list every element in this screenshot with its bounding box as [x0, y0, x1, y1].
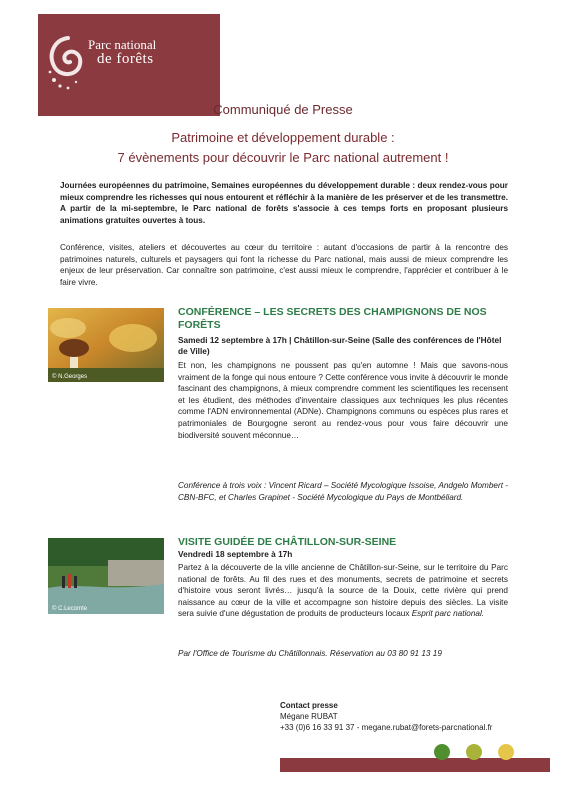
contact-title: Contact presse [280, 701, 338, 710]
event1-title: CONFÉRENCE – LES SECRETS DES CHAMPIGNONS DE NOS FORÊTS [178, 306, 487, 331]
logo-line2: de forêts [97, 51, 154, 67]
green-dot-icon [434, 744, 450, 760]
intro-paragraph-1: Journées européennes du patrimoine, Semaines européennes du développement durable : deux rendez-vous pour mieux comprendre les richesses qui nous entourent et réfléchir à la manière de les préserver et de les transmettre. A partir de la mi-septembre, le Parc national de forêts s'associe à ces temps forts en proposant plusieurs animations gratuites ouvertes à tous. [60, 181, 508, 225]
logo-wordmark [88, 38, 156, 66]
footer-bar [280, 758, 550, 772]
contact-name: Mégane RUBAT [280, 712, 338, 721]
title-line2: 7 évènements pour découvrir le Parc national autrement ! [117, 150, 449, 165]
event2-date: Vendredi 18 septembre à 17h [178, 549, 293, 559]
event2-organizer: Par l'Office de Tourisme du Châtillonnais. Réservation au 03 80 91 13 19 [178, 649, 442, 658]
event1-date: Samedi 12 septembre à 17h | Châtillon-sur-Seine (Salle des conférences de l'Hôtel de Ville) [178, 335, 502, 356]
park-logo [38, 14, 220, 116]
river-town-photo [48, 538, 164, 614]
intro-paragraph-2: Conférence, visites, ateliers et découvertes au cœur du territoire : autant d'occasions de partir à la rencontre des patrimoines naturels, culturels et paysagers qui font la richesse du Parc national, mais aussi de mieux comprendre les enjeux de leur préservation. Car connaître son patrimoine, c'est aussi mieux le comprendre, l'apprécier et contribuer à le faire vivre. [60, 243, 508, 287]
event1-description: Et non, les champignons ne poussent pas qu'en automne ! Mais que savons-nous vraiment de la fonge qui nous entoure ? Cette conférence vous invite à découvrir le monde fascinant des champignons, à mieux comprendre comment les scientifiques les recensent et les étudient, des méthodes d'inventaire classiques aux techniques les plus récentes comme l'ADN environnemental (ADNe). Champignons communs ou espèces plus rares et patrimoniales de Bourgogne seront au rendez-vous pour vous faire découvrir une biodiversité souvent méconnue… [178, 361, 508, 440]
press-contact [280, 700, 492, 733]
mushroom-photo [48, 308, 164, 382]
olive-dot-icon [466, 744, 482, 760]
title-line1: Patrimoine et développement durable : [171, 130, 395, 145]
contact-details: +33 (0)6 16 33 91 37 - megane.rubat@forets-parcnational.fr [280, 723, 493, 732]
mushroom-photo-credit: © N.Georges [52, 374, 88, 380]
event2-label-brand: Esprit parc national. [411, 609, 485, 619]
yellow-dot-icon [498, 744, 514, 760]
spiral-logo-icon [44, 28, 90, 98]
event1-speakers: Conférence à trois voix : Vincent Ricard – Société Mycologique Issoise, Andgelo Mombert - CBN-BFC, et Charles Grapinet - Société Mycologique du Pays de Montbéliard. [178, 481, 508, 502]
event2-description [178, 562, 508, 620]
river-photo-credit: © C.Lecomte [52, 606, 88, 612]
event2-title: VISITE GUIDÉE DE CHÂTILLON-SUR-SEINE [178, 536, 397, 548]
logo-line1: Parc national [88, 37, 157, 52]
event2-description-text: Partez à la découverte de la ville ancienne de Châtillon-sur-Seine, sur le territoire du Parc national de forêts. Au fil des rues et des monuments, secrets de patrimoine et secrets d'histoire vous seront livrés… jusqu'à la source de la Douix, cette rivière qui prend naissance au cœur de la ville et accompagne son histoire depuis des siècles. La visite sera suivie d'une dégustation de produits de producteurs locaux [178, 563, 508, 619]
press-release-label: Communiqué de Presse [213, 102, 353, 117]
